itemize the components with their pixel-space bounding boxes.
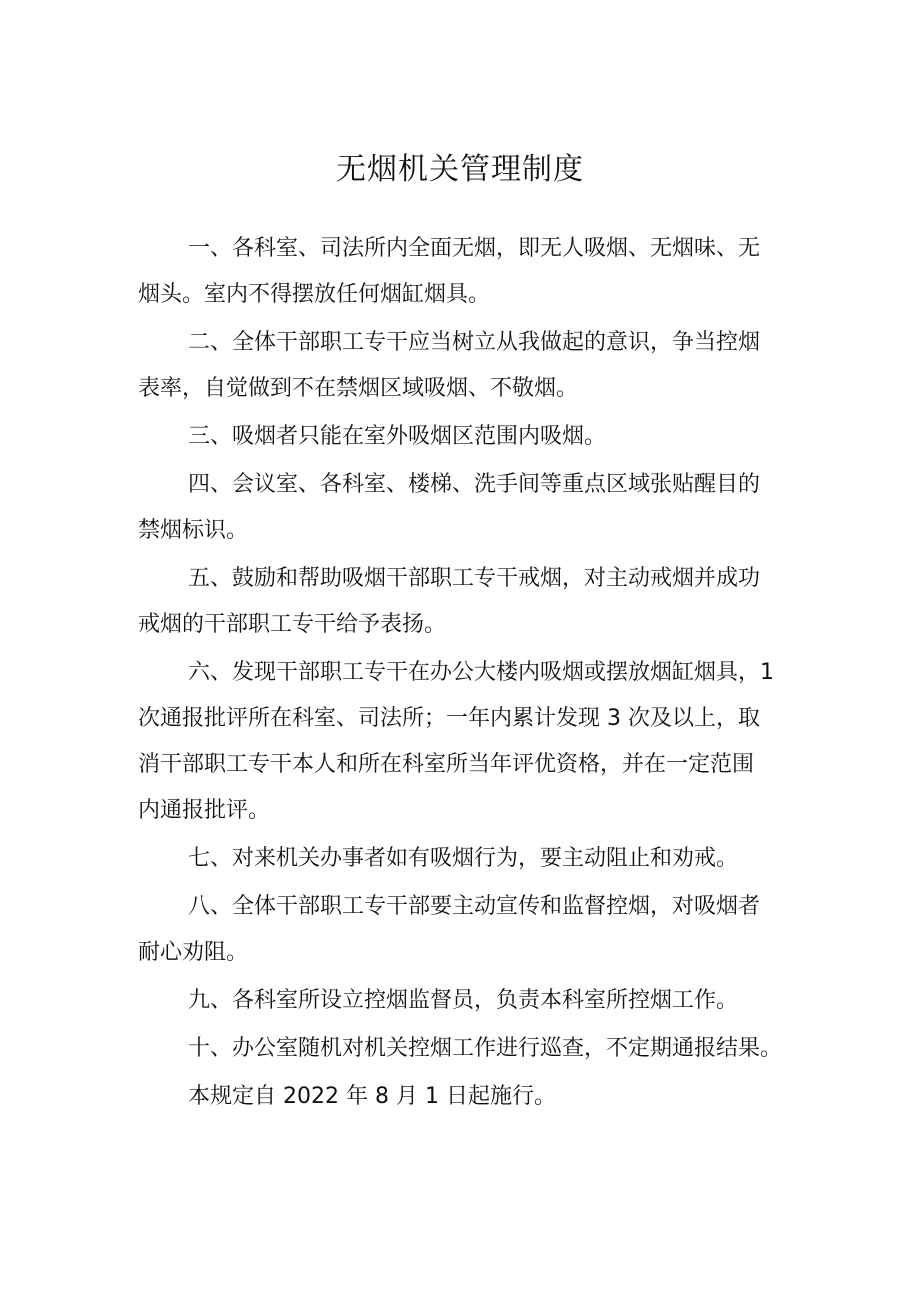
clause-4 — [138, 462, 808, 554]
clause-line: 六、发现干部职工专干在办公大楼内吸烟或摆放烟缸烟具，1 — [188, 660, 774, 685]
clause-line: 三、吸烟者只能在室外吸烟区范围内吸烟。 — [188, 424, 607, 449]
clause-7 — [138, 836, 808, 882]
clause-line: 五、鼓励和帮助吸烟干部职工专干戒烟，对主动戒烟并成功 — [188, 566, 761, 591]
clause-5 — [138, 556, 808, 648]
clause-line: 四、会议室、各科室、楼梯、洗手间等重点区域张贴醒目的 — [188, 472, 761, 497]
clause-line: 内通报批评。 — [138, 798, 271, 823]
clause-line: 本规定自 2022 年 8 月 1 日起施行。 — [188, 1084, 556, 1109]
clause-line: 禁烟标识。 — [138, 518, 249, 543]
clause-line: 八、全体干部职工专干部要主动宣传和监督控烟，对吸烟者 — [188, 894, 761, 919]
clause-line: 耐心劝阻。 — [138, 940, 249, 965]
clause-8 — [138, 884, 808, 976]
clause-line: 戒烟的干部职工专干给予表扬。 — [138, 612, 447, 637]
clause-line: 二、全体干部职工专干应当树立从我做起的意识，争当控烟 — [188, 330, 761, 355]
clause-line: 消干部职工专干本人和所在科室所当年评优资格，并在一定范围 — [138, 752, 755, 777]
clause-line: 烟头。室内不得摆放任何烟缸烟具。 — [138, 282, 491, 307]
document-title: 无烟机关管理制度 — [336, 152, 584, 187]
clause-3 — [138, 414, 808, 460]
effective-date — [138, 1074, 808, 1120]
clause-2 — [138, 320, 808, 412]
clause-line: 十、办公室随机对机关控烟工作进行巡查，不定期通报结果。 — [188, 1036, 783, 1061]
clause-line: 次通报批评所在科室、司法所；一年内累计发现 3 次及以上，取 — [138, 706, 760, 731]
clause-9 — [138, 978, 808, 1024]
document-body — [138, 226, 808, 1120]
clause-6 — [138, 650, 808, 834]
clause-line: 九、各科室所设立控烟监督员，负责本科室所控烟工作。 — [188, 988, 739, 1013]
clause-line: 七、对来机关办事者如有吸烟行为，要主动阻止和劝戒。 — [188, 846, 739, 871]
clause-line: 表率，自觉做到不在禁烟区域吸烟、不敬烟。 — [138, 376, 579, 401]
clause-1 — [138, 226, 808, 318]
clause-line: 一、各科室、司法所内全面无烟，即无人吸烟、无烟味、无 — [188, 236, 761, 261]
clause-10 — [138, 1026, 808, 1072]
